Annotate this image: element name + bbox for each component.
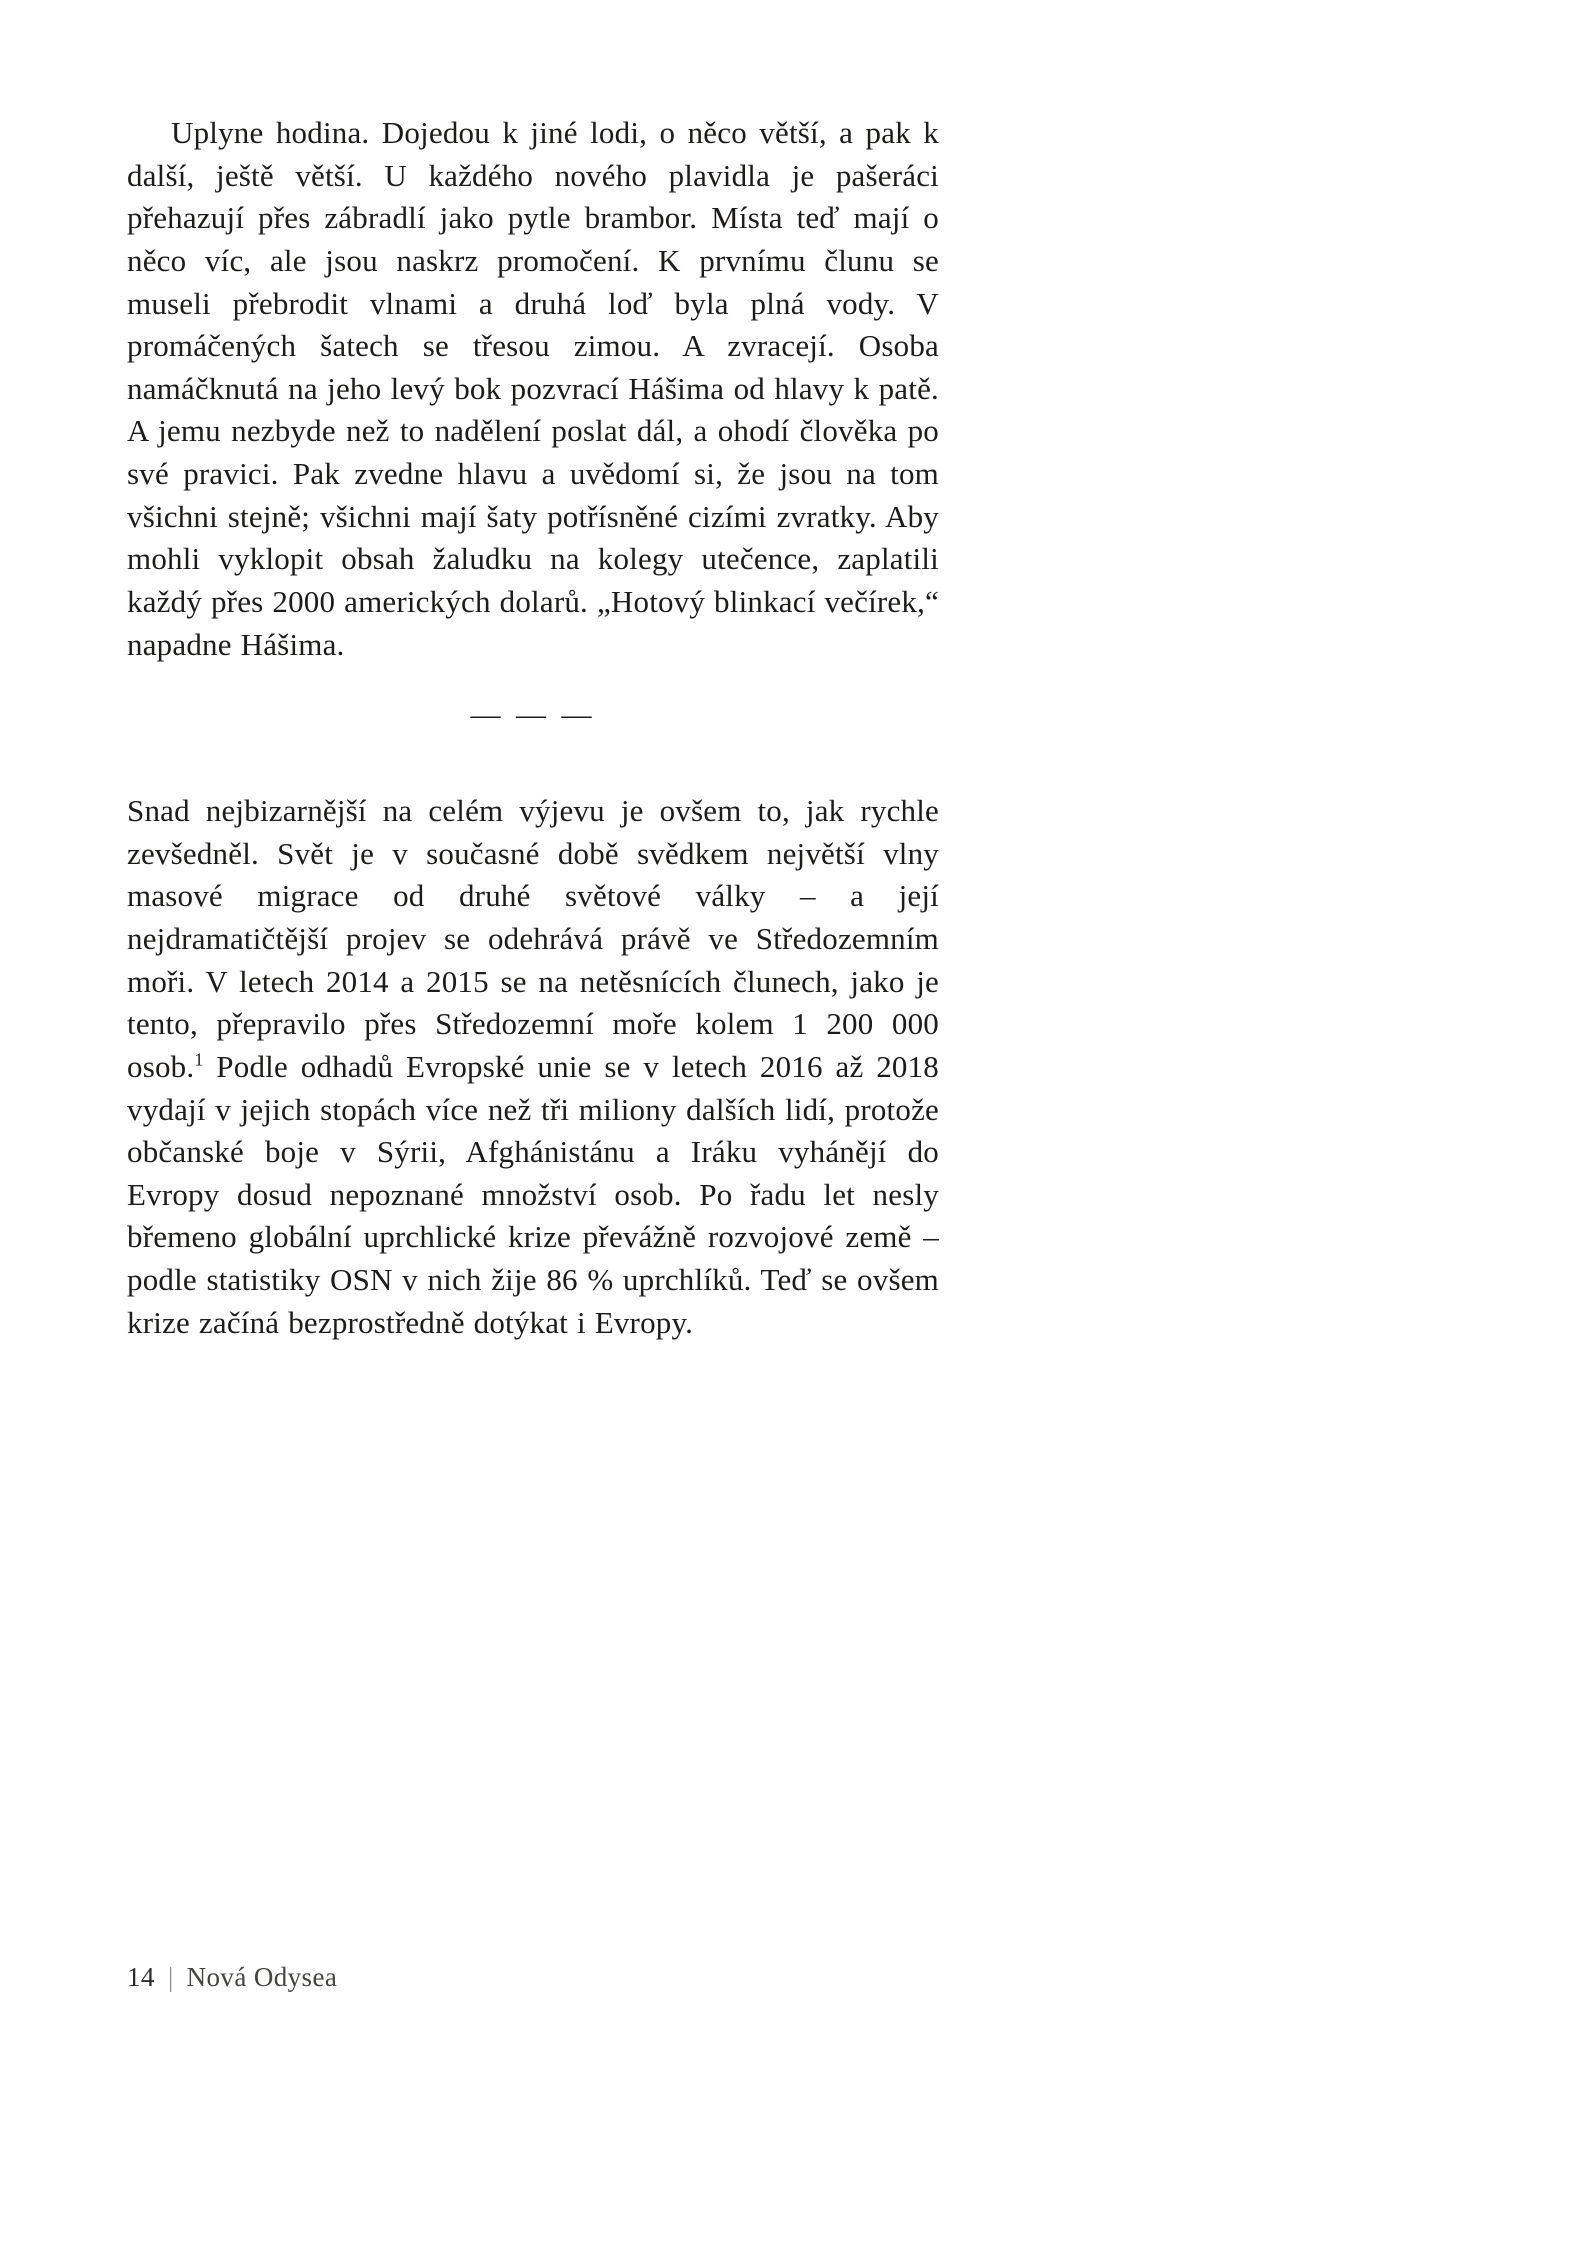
paragraph-2-text-before-note: Snad nejbizarnější na celém výjevu je ovšem to, jak rychle zevšedněl. Svět je v současné době svědkem největší vlny masové migrace od druhé světové války – a její nejdramatičtější projev se odehrává právě ve Středozemním moři. V letech 2014 a 2015 se na netěsnících člunech, jako je tento, přepravilo přes Středozemní moře kolem 1 200 000 osob.	[127, 793, 939, 1084]
page-text-block	[127, 112, 939, 1344]
paragraph-1: Uplyne hodina. Dojedou k jiné lodi, o něco větší, a pak k další, ještě větší. U každého nového plavidla je pašeráci přehazují přes zábradlí jako pytle brambor. Místa teď mají o něco víc, ale jsou naskrz promočení. K prvnímu člunu se museli přebrodit vlnami a druhá loď byla plná vody. V promáčených šatech se třesou zimou. A zvracejí. Osoba namáčknutá na jeho levý bok pozvrací Hášima od hlavy k patě. A jemu nezbyde než to nadělení poslat dál, a ohodí člověka po své pravici. Pak zvedne hlavu a uvědomí si, že jsou na tom všichni stejně; všichni mají šaty potřísněné cizími zvratky. Aby mohli vyklopit obsah žaludku na kolegy utečence, zaplatili každý přes 2000 amerických dolarů. „Hotový blinkací večírek,“ napadne Hášima.	[127, 115, 939, 662]
book-title: Nová Odysea	[186, 1962, 338, 1992]
section-break: — — —	[470, 698, 596, 732]
paragraph-2-text-after-note: Podle odhadů Evropské unie se v letech 2016 až 2018 vydají v jejich stopách více než tři miliony dalších lidí, protože občanské boje v Sýrii, Afghánistánu a Iráku vyhánějí do Evropy dosud nepoznané množství osob. Po řadu let nesly břemeno globální uprchlické krize převážně rozvojové země – podle statistiky OSN v nich žije 86 % uprchlíků. Teď se ovšem krize začíná bezprostředně dotýkat i Evropy.	[127, 1048, 939, 1340]
page-number: 14	[127, 1962, 155, 1992]
footnote-reference: 1	[194, 1049, 204, 1070]
page-footer	[127, 1962, 337, 1993]
paragraph-2	[127, 790, 939, 1344]
footer-divider: |	[167, 1962, 174, 1992]
